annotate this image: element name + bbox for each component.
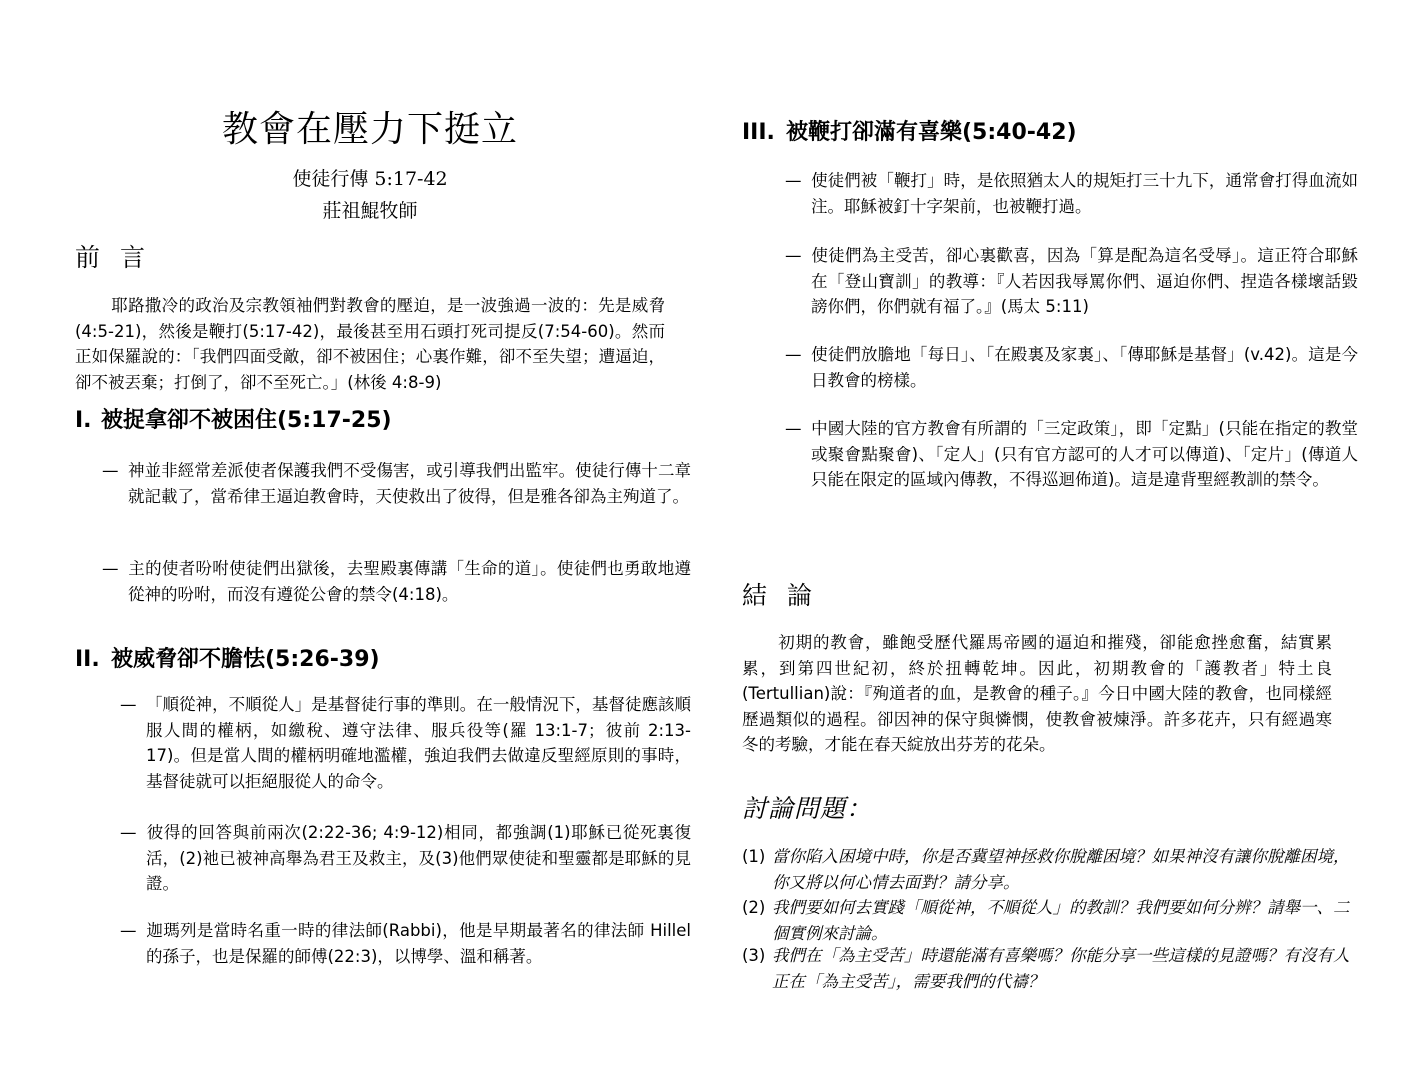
intro-paragraph: 耶路撒冷的政治及宗教領袖們對教會的壓迫，是一波強過一波的：先是威脅(4:5-21)，然後是鞭打(5:17-42)，最後甚至用石頭打死司提反(7:54-60)。然而正如保羅說的：「我們四面受敵，卻不被困住；心裏作難，卻不至失望；遭逼迫，卻不被丟棄；打倒了，卻不至死亡。」(林後 4:8-9) xyxy=(75,296,665,392)
dash-marker: — xyxy=(102,461,119,480)
list-item xyxy=(742,943,1362,994)
bullet-text: 彼得的回答與前兩次(2:22-36; 4:9-12)相同，都強調(1)耶穌已從死裏復活，(2)祂已被神高舉為君王及救主，及(3)他們眾使徒和聖靈都是耶穌的見證。 xyxy=(146,823,691,893)
section1-title: 被捉拿卻不被困住(5:17-25) xyxy=(101,408,392,433)
section3-number: III. xyxy=(742,120,775,145)
bullet-text: 使徒們為主受苦，卻心裏歡喜，因為「算是配為這名受辱」。這正符合耶穌在「登山寶訓」的教導：『人若因我辱罵你們、逼迫你們、捏造各樣壞話毀謗你們，你們就有福了。』(馬太 5:11) xyxy=(811,246,1358,316)
list-item xyxy=(102,556,691,607)
list-item xyxy=(785,168,1358,219)
dash-marker: — xyxy=(785,419,802,438)
section3-title: 被鞭打卻滿有喜樂(5:40-42) xyxy=(786,120,1077,145)
bullet-text: 使徒們放膽地「每日」、「在殿裏及家裏」、「傳耶穌是基督」(v.42)。這是今日教會的榜樣。 xyxy=(811,345,1358,390)
question-text: 當你陷入困境中時，你是否冀望神拯救你脫離困境？如果神沒有讓你脫離困境，你又將以何心情去面對？請分享。 xyxy=(772,847,1350,892)
conclusion-heading: 結 論 xyxy=(742,581,818,610)
list-item xyxy=(785,342,1358,393)
bullet-text: 迦瑪列是當時名重一時的律法師(Rabbi)，他是早期最著名的律法師 Hillel 的孫子，也是保羅的師傅(22:3)，以博學、溫和稱著。 xyxy=(146,921,691,966)
intro-heading: 前 言 xyxy=(75,243,151,272)
section2-number: II. xyxy=(75,647,100,672)
dash-marker: — xyxy=(102,559,119,578)
bullet-text: 使徒們被「鞭打」時，是依照猶太人的規矩打三十九下，通常會打得血流如注。耶穌被釘十字架前，也被鞭打過。 xyxy=(811,171,1358,216)
list-item xyxy=(120,692,691,794)
bullet-text: 「順從神，不順從人」是基督徒行事的準則。在一般情況下，基督徒應該順服人間的權柄，如繳稅、遵守法律、服兵役等(羅 13:1-7；彼前 2:13-17)。但是當人間的權柄明確地濫權，強迫我們去做違反聖經原則的事時，基督徒就可以拒絕服從人的命令。 xyxy=(146,695,691,791)
question-text: 我們在「為主受苦」時還能滿有喜樂嗎？你能分享一些這樣的見證嗎？有沒有人正在「為主受苦」，需要我們的代禱？ xyxy=(772,946,1350,991)
dash-marker: — xyxy=(120,921,137,940)
list-item xyxy=(120,918,691,969)
question-number: (3) xyxy=(742,946,766,965)
section2-heading xyxy=(75,645,380,675)
question-number: (2) xyxy=(742,898,766,917)
dash-marker: — xyxy=(120,695,137,714)
dash-marker: — xyxy=(785,345,802,364)
section2-title: 被威脅卻不膽怯(5:26-39) xyxy=(111,647,380,672)
dash-marker: — xyxy=(785,171,802,190)
question-number: (1) xyxy=(742,847,766,866)
question-text: 我們要如何去實踐「順從神，不順從人」的教訓？我們要如何分辨？請舉一、二個實例來討論。 xyxy=(772,898,1350,943)
list-item xyxy=(742,895,1362,946)
page-title: 教會在壓力下挺立 xyxy=(221,109,518,150)
dash-marker: — xyxy=(120,823,137,842)
list-item xyxy=(785,416,1358,493)
bullet-text: 中國大陸的官方教會有所謂的「三定政策」，即「定點」(只能在指定的教堂或聚會點聚會)、「定人」(只有官方認可的人才可以傳道)、「定片」(傳道人只能在限定的區域內傳教，不得巡迴佈道)。這是違背聖經教訓的禁令。 xyxy=(811,419,1358,489)
dash-marker: — xyxy=(785,246,802,265)
scripture-reference: 使徒行傳 5:17-42 xyxy=(292,168,448,190)
discussion-heading: 討論問題： xyxy=(742,794,873,823)
conclusion-paragraph: 初期的教會，雖飽受歷代羅馬帝國的逼迫和摧殘，卻能愈挫愈奮，結實累累，到第四世紀初，終於扭轉乾坤。因此，初期教會的「護教者」特土良(Tertullian)說：『殉道者的血，是教會的種子。』今日中國大陸的教會，也同樣經歷過類似的過程。卻因神的保守與憐憫，使教會被煉淨。許多花卉，只有經過寒冬的考驗，才能在春天綻放出芬芳的花朵。 xyxy=(742,633,1332,754)
author-name: 莊祖鯤牧師 xyxy=(322,200,418,222)
bullet-text: 神並非經常差派使者保護我們不受傷害，或引導我們出監牢。使徒行傳十二章就記載了，當希律王逼迫教會時，天使救出了彼得，但是雅各卻為主殉道了。 xyxy=(128,461,691,506)
section1-heading xyxy=(75,406,392,436)
bullet-text: 主的使者吩咐使徒們出獄後，去聖殿裏傳講「生命的道」。使徒們也勇敢地遵從神的吩咐，而沒有遵從公會的禁令(4:18)。 xyxy=(128,559,691,604)
list-item xyxy=(120,820,691,897)
list-item xyxy=(785,243,1358,320)
section3-heading xyxy=(742,118,1077,148)
section1-number: I. xyxy=(75,408,92,433)
list-item xyxy=(742,844,1362,895)
list-item xyxy=(102,458,691,509)
